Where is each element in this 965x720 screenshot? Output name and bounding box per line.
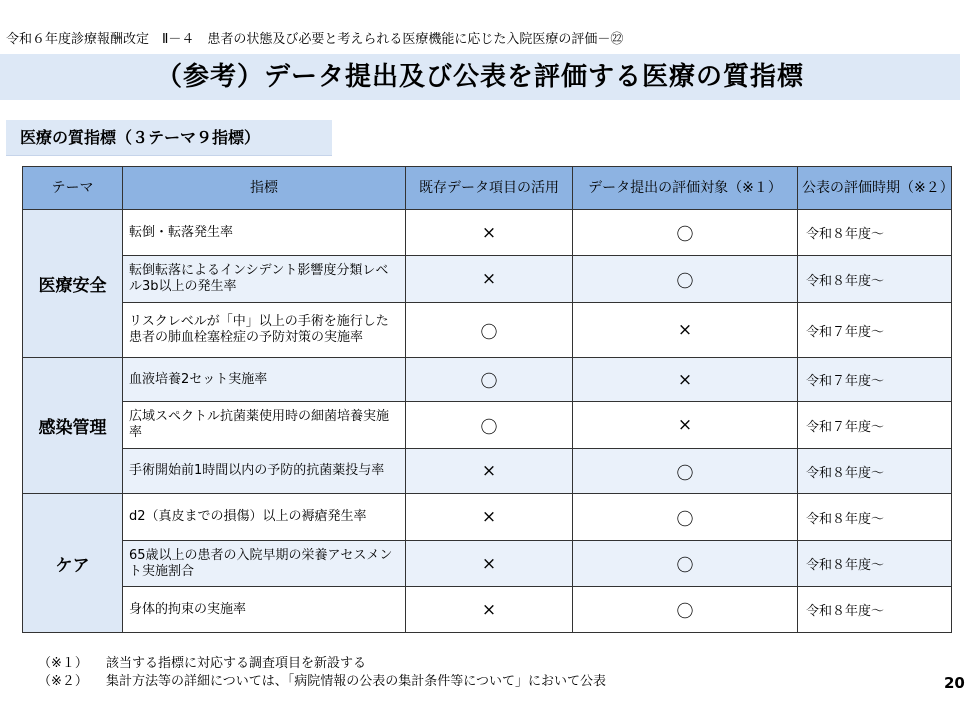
period-cell: 令和７年度～ xyxy=(798,358,952,402)
period-cell: 令和８年度～ xyxy=(798,541,952,587)
theme-cell-infection-control: 感染管理 xyxy=(23,358,123,494)
table-header-row xyxy=(23,167,952,210)
col-header-indicator: 指標 xyxy=(123,167,406,210)
evaluation-cell: × xyxy=(573,303,798,358)
evaluation-cell: × xyxy=(573,358,798,402)
indicator-cell: 手術開始前1時間以内の予防的抗菌薬投与率 xyxy=(123,449,406,494)
table-row xyxy=(23,303,952,358)
period-cell: 令和８年度～ xyxy=(798,210,952,256)
period-cell: 令和８年度～ xyxy=(798,587,952,633)
table-row xyxy=(23,541,952,587)
period-cell: 令和７年度～ xyxy=(798,303,952,358)
page-number: 20 xyxy=(944,674,965,692)
existing-data-cell: 〇 xyxy=(406,303,573,358)
col-header-theme: テーマ xyxy=(23,167,123,210)
evaluation-cell: 〇 xyxy=(573,210,798,256)
slide-header: 令和６年度診療報酬改定 Ⅱ－４ 患者の状態及び必要と考えられる医療機能に応じた入院医療の評価－㉒ xyxy=(6,32,624,47)
footnote-key: （※２） xyxy=(38,674,88,689)
footnote-text: 集計方法等の詳細については、「病院情報の公表の集計条件等について」において公表 xyxy=(106,674,606,689)
existing-data-cell: 〇 xyxy=(406,358,573,402)
indicator-cell: d2（真皮までの損傷）以上の褥瘡発生率 xyxy=(123,494,406,541)
period-cell: 令和８年度～ xyxy=(798,256,952,303)
evaluation-cell: 〇 xyxy=(573,587,798,633)
indicator-cell: 身体的拘束の実施率 xyxy=(123,587,406,633)
period-cell: 令和８年度～ xyxy=(798,494,952,541)
table-row xyxy=(23,587,952,633)
existing-data-cell: 〇 xyxy=(406,402,573,449)
evaluation-cell: 〇 xyxy=(573,449,798,494)
indicator-cell: 血液培養2セット実施率 xyxy=(123,358,406,402)
page-title: （参考）データ提出及び公表を評価する医療の質指標 xyxy=(155,62,804,92)
table-row xyxy=(23,402,952,449)
existing-data-cell: × xyxy=(406,541,573,587)
existing-data-cell: × xyxy=(406,587,573,633)
period-cell: 令和７年度～ xyxy=(798,402,952,449)
quality-indicator-table xyxy=(22,166,952,633)
table-row xyxy=(23,494,952,541)
table-row xyxy=(23,358,952,402)
col-header-submission-evaluation: データ提出の評価対象（※１） xyxy=(573,167,798,210)
footnotes xyxy=(38,655,606,691)
indicator-cell: 広域スペクトル抗菌薬使用時の細菌培養実施率 xyxy=(123,402,406,449)
indicator-cell: リスクレベルが「中」以上の手術を施行した患者の肺血栓塞栓症の予防対策の実施率 xyxy=(123,303,406,358)
footnote xyxy=(38,655,606,673)
section-subtitle: 医療の質指標（３テーマ９指標） xyxy=(6,120,332,156)
footnote-key: （※１） xyxy=(38,656,88,671)
existing-data-cell: × xyxy=(406,256,573,303)
col-header-existing-data: 既存データ項目の活用 xyxy=(406,167,573,210)
table-row xyxy=(23,256,952,303)
evaluation-cell: × xyxy=(573,402,798,449)
col-header-publication-period: 公表の評価時期（※２） xyxy=(798,167,952,210)
table-row xyxy=(23,210,952,256)
existing-data-cell: × xyxy=(406,494,573,541)
table-row xyxy=(23,449,952,494)
theme-cell-safety: 医療安全 xyxy=(23,210,123,358)
existing-data-cell: × xyxy=(406,210,573,256)
theme-cell-care: ケア xyxy=(23,494,123,633)
indicator-cell: 転倒・転落発生率 xyxy=(123,210,406,256)
evaluation-cell: 〇 xyxy=(573,256,798,303)
indicator-cell: 転倒転落によるインシデント影響度分類レベル3b以上の発生率 xyxy=(123,256,406,303)
footnote xyxy=(38,673,606,691)
existing-data-cell: × xyxy=(406,449,573,494)
evaluation-cell: 〇 xyxy=(573,494,798,541)
footnote-text: 該当する指標に対応する調査項目を新設する xyxy=(106,656,367,671)
indicator-cell: 65歳以上の患者の入院早期の栄養アセスメント実施割合 xyxy=(123,541,406,587)
evaluation-cell: 〇 xyxy=(573,541,798,587)
period-cell: 令和８年度～ xyxy=(798,449,952,494)
